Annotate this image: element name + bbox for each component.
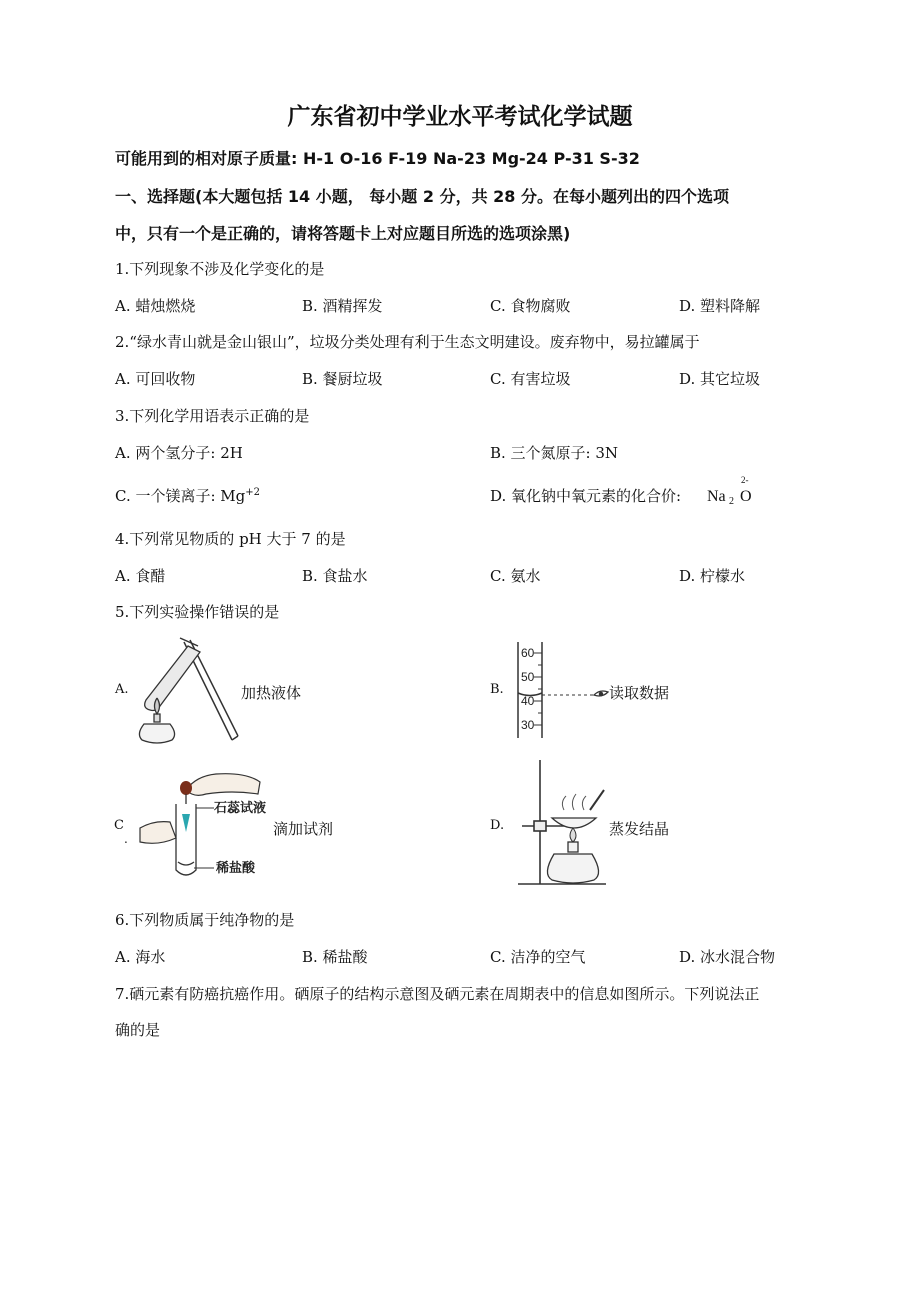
- q2-option-a: A. 可回收物: [115, 370, 196, 388]
- evaporation-figure: [512, 758, 612, 890]
- q6-option-c: C. 洁净的空气: [490, 948, 586, 966]
- question-6-stem: 6.下列物质属于纯净物的是: [115, 911, 295, 929]
- q4-option-d: D. 柠檬水: [679, 567, 746, 585]
- steam-icon: [562, 794, 586, 810]
- test-tube-icon: [145, 646, 200, 711]
- q3-option-b: B. 三个氮原子: 3N: [490, 444, 619, 462]
- q3-option-d: D. 氧化钠中氧元素的化合价:: [490, 487, 682, 505]
- page-title: 广东省初中学业水平考试化学试题: [287, 104, 633, 130]
- q4-option-b: B. 食盐水: [302, 567, 368, 585]
- formula-na: Na: [707, 488, 726, 505]
- question-4-stem: 4.下列常见物质的 pH 大于 7 的是: [115, 530, 346, 548]
- question-7-stem-line2: 确的是: [115, 1021, 161, 1039]
- litmus-label: 石蕊试液: [214, 800, 267, 815]
- q6-option-b: B. 稀盐酸: [302, 948, 368, 966]
- q5-option-c-letter: C: [114, 818, 124, 833]
- tick-label: 50: [521, 670, 535, 684]
- question-5-stem: 5.下列实验操作错误的是: [115, 603, 280, 621]
- adding-reagent-figure: [136, 768, 296, 883]
- flame-icon: [570, 828, 576, 842]
- formula-o: O: [740, 488, 752, 505]
- question-2-stem: 2.“绿水青山就是金山银山”，垃圾分类处理有利于生态文明建设。废弃物中，易拉罐属于: [115, 333, 700, 351]
- q5-option-d-letter: D.: [490, 818, 505, 833]
- section-heading-line2: 中，只有一个是正确的，请将答题卡上对应题目所选的选项涂黑): [115, 224, 571, 243]
- q2-option-b: B. 餐厨垃圾: [302, 370, 383, 388]
- q3-option-c-text: C. 一个镁离子: Mg: [115, 487, 246, 505]
- graduated-cylinder-figure: [512, 640, 612, 740]
- q5-option-b-label: 读取数据: [609, 684, 670, 702]
- tick-label: 30: [521, 718, 535, 732]
- q5-option-a-label: 加热液体: [241, 684, 302, 702]
- atomic-masses: 可能用到的相对原子质量: H-1 O-16 F-19 Na-23 Mg-24 P-31 S-32: [115, 149, 640, 168]
- q6-option-a: A. 海水: [115, 948, 166, 966]
- formula-charge: 2-: [741, 475, 749, 485]
- hcl-label: 稀盐酸: [216, 860, 256, 875]
- dropper-icon: [180, 781, 192, 804]
- q6-option-d: D. 冰水混合物: [679, 948, 776, 966]
- section-heading-line1: 一、选择题(本大题包括 14 小题， 每小题 2 分，共 28 分。在每小题列出的四个选项: [115, 187, 729, 206]
- cylinder-scale: [534, 653, 542, 725]
- q1-option-a: A. 蜡烛燃烧: [115, 297, 196, 315]
- heating-liquid-figure: [132, 636, 242, 748]
- q1-option-d: D. 塑料降解: [679, 297, 761, 315]
- formula-subscript: 2: [729, 496, 734, 507]
- question-7-stem-line1: 7.硒元素有防癌抗癌作用。硒原子的结构示意图及硒元素在周期表中的信息如图所示。下列说法正: [115, 985, 760, 1003]
- q2-option-c: C. 有害垃圾: [490, 370, 571, 388]
- q1-option-c: C. 食物腐败: [490, 297, 571, 315]
- q3-option-a: A. 两个氢分子: 2H: [115, 444, 243, 462]
- litmus-drop-icon: [182, 814, 190, 832]
- q1-option-b: B. 酒精挥发: [302, 297, 383, 315]
- q2-option-d: D. 其它垃圾: [679, 370, 761, 388]
- alcohol-lamp-icon: [547, 842, 598, 883]
- eye-icon: [594, 691, 608, 696]
- q3-option-c: [115, 485, 260, 506]
- q5-option-d-label: 蒸发结晶: [609, 820, 670, 838]
- tick-label: 40: [521, 694, 535, 708]
- question-1-stem: 1.下列现象不涉及化学变化的是: [115, 260, 325, 278]
- sodium-oxide-formula: [707, 476, 767, 510]
- q5-option-a-letter: A.: [115, 682, 129, 697]
- question-3-stem: 3.下列化学用语表示正确的是: [115, 407, 310, 425]
- q5-option-b-letter: B.: [490, 682, 504, 697]
- q4-option-a: A. 食醋: [115, 567, 166, 585]
- mg-charge: +2: [245, 487, 261, 498]
- q4-option-c: C. 氨水: [490, 567, 541, 585]
- glass-rod-icon: [590, 790, 604, 810]
- stray-dot: .: [124, 832, 128, 846]
- tick-label: 60: [521, 646, 535, 660]
- q5-option-c-label: 滴加试剂: [273, 820, 334, 838]
